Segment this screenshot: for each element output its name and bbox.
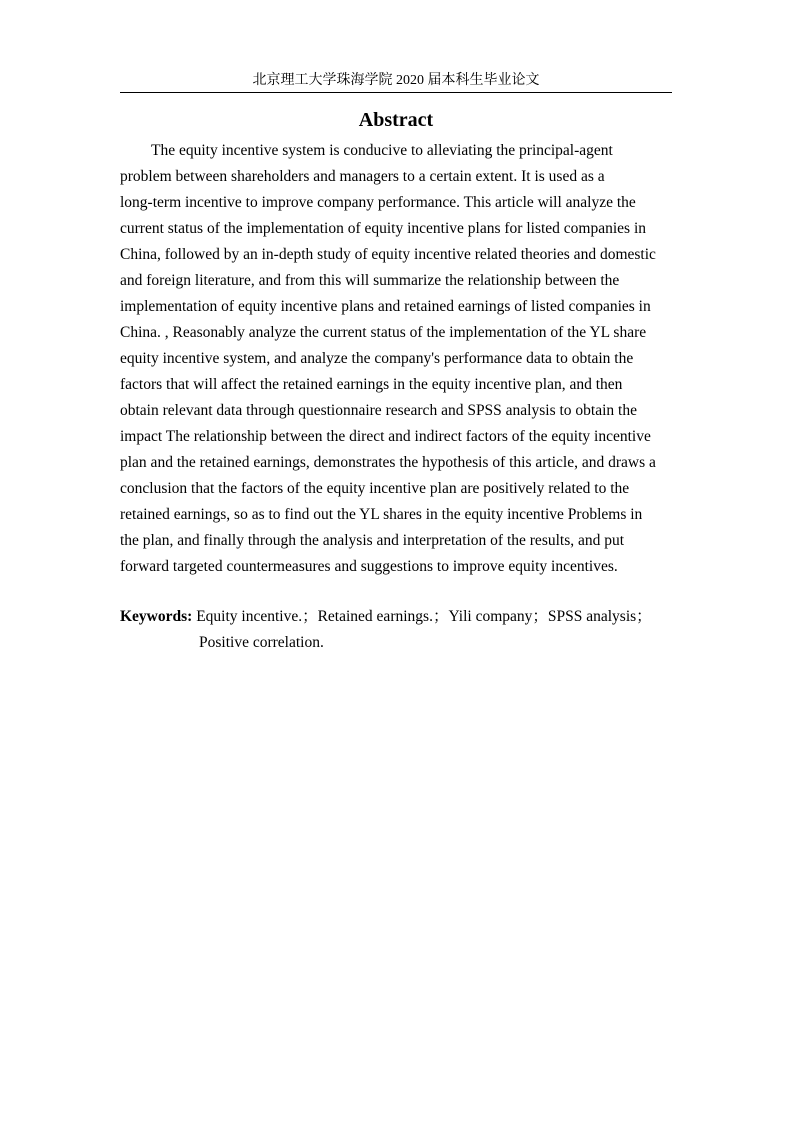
abstract-line: retained earnings, so as to find out the YL shares in the equity incentive Problems in: [120, 506, 643, 523]
abstract-line: factors that will affect the retained earnings in the equity incentive plan, and then: [120, 376, 623, 393]
abstract-line: long-term incentive to improve company performance. This article will analyze the: [120, 194, 636, 211]
abstract-line: obtain relevant data through questionnaire research and SPSS analysis to obtain the: [120, 402, 637, 419]
abstract-line: The equity incentive system is conducive to alleviating the principal-agent: [151, 142, 613, 159]
abstract-line: implementation of equity incentive plans and retained earnings of listed companies in: [120, 298, 651, 315]
abstract-title: Abstract: [358, 109, 434, 131]
abstract-line: equity incentive system, and analyze the company's performance data to obtain the: [120, 350, 634, 367]
keywords-line-1: [120, 604, 680, 630]
page-header: 北京理工大学珠海学院 2020 届本科生毕业论文: [120, 72, 672, 93]
keywords-list: Equity incentive.；Retained earnings.；Yili company；SPSS analysis；: [196, 608, 652, 625]
keywords-label: Keywords:: [120, 608, 193, 625]
abstract-body: [120, 138, 672, 580]
abstract-line: China, followed by an in-depth study of equity incentive related theories and domestic: [120, 246, 656, 263]
abstract-line: the plan, and finally through the analysis and interpretation of the results, and put: [120, 532, 625, 549]
abstract-line: impact The relationship between the direct and indirect factors of the equity incentive: [120, 428, 651, 445]
abstract-line: forward targeted countermeasures and suggestions to improve equity incentives.: [120, 558, 618, 575]
abstract-line: and foreign literature, and from this will summarize the relationship between the: [120, 272, 620, 289]
abstract-line: current status of the implementation of equity incentive plans for listed companies in: [120, 220, 647, 237]
keywords-section: [120, 604, 680, 656]
abstract-line: China. , Reasonably analyze the current status of the implementation of the YL share: [120, 324, 647, 341]
abstract-line: problem between shareholders and managers to a certain extent. It is used as a: [120, 168, 605, 185]
abstract-line: plan and the retained earnings, demonstrates the hypothesis of this article, and draws a: [120, 454, 656, 471]
abstract-line: conclusion that the factors of the equity incentive plan are positively related to the: [120, 480, 630, 497]
keywords-line-2: Positive correlation.: [199, 634, 324, 651]
